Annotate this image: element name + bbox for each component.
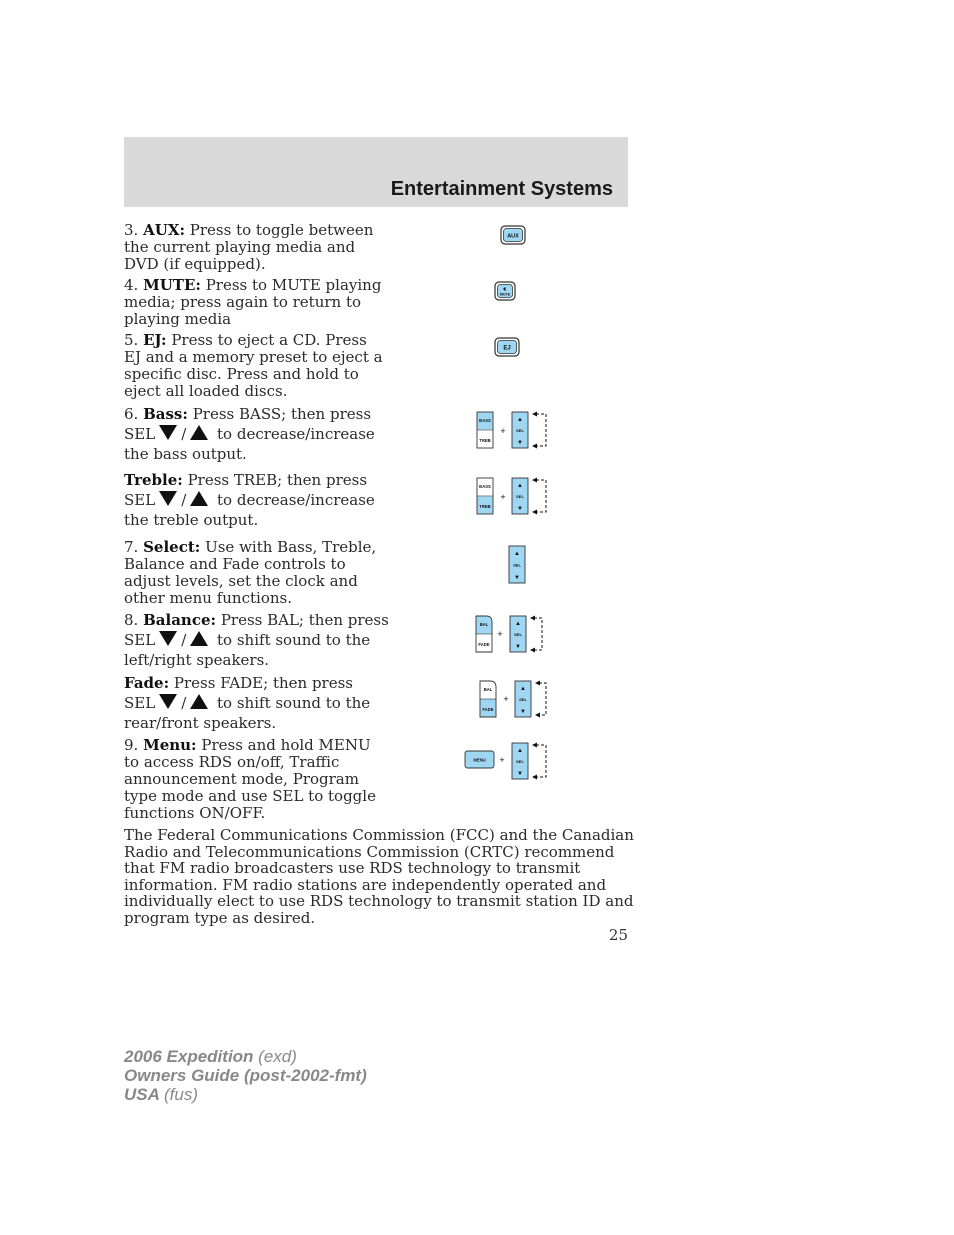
sel-label: SEL [516, 759, 524, 764]
sel-button-illustration [506, 543, 530, 587]
footer-market: USA [124, 1085, 160, 1104]
fade-sel-illustration [476, 677, 554, 723]
item-text: Press to eject a CD. Press EJ and a memory preset to eject a specific disc. Press and hold to eject all loaded discs. [124, 331, 383, 400]
item-bass [124, 404, 386, 464]
item-text: Press to MUTE playing media; press again to return to playing media [124, 276, 382, 328]
item-term: AUX: [143, 221, 185, 239]
item-number: 5. [124, 331, 139, 349]
item-text: to decrease/increase [217, 491, 375, 509]
item-mute [124, 277, 386, 328]
item-text: Press to toggle between the current playing media and DVD (if equipped). [124, 221, 374, 273]
sel-word: SEL [124, 631, 156, 649]
down-arrow-icon: ▼ [517, 440, 523, 446]
down-arrow-icon: ▼ [514, 575, 520, 581]
up-arrow-icon [190, 425, 208, 440]
item-term: Balance: [143, 611, 217, 629]
item-number: 8. [124, 611, 139, 629]
down-arrow-icon [159, 694, 177, 709]
aux-button-illustration [500, 225, 526, 245]
slash: / [181, 694, 187, 712]
item-text: Press BASS; then press [192, 405, 372, 423]
up-arrow-icon [190, 491, 208, 506]
treble-sel-illustration [474, 474, 554, 518]
item-aux [124, 222, 386, 273]
up-arrow-icon: ▲ [517, 417, 523, 423]
sel-label: SEL [516, 428, 524, 433]
down-arrow-icon: ▼ [520, 709, 526, 715]
sel-label: SEL [513, 562, 521, 568]
up-arrow-icon [190, 631, 208, 646]
mute-button-illustration [494, 281, 516, 301]
item-text: Press and hold MENU to access RDS on/off, Traffic announcement mode, Program type mode and use SEL to toggle functions ON/OFF. [124, 736, 376, 822]
item-select [124, 539, 386, 607]
sel-word: SEL [124, 491, 156, 509]
item-term: Select: [143, 538, 201, 556]
item-text: Press BAL; then press [220, 611, 389, 629]
item-term: MUTE: [143, 276, 201, 294]
down-arrow-icon: ▼ [517, 506, 523, 512]
footer-model: 2006 Expedition [124, 1047, 254, 1066]
item-text: to shift sound to the [217, 694, 371, 712]
sel-label: SEL [519, 697, 527, 702]
bass-label: BASS [479, 484, 491, 489]
item-term: Bass: [143, 405, 188, 423]
slash: / [181, 491, 187, 509]
treb-label: TREB [479, 438, 491, 443]
item-text: Press FADE; then press [173, 674, 353, 692]
up-arrow-icon: ▲ [517, 483, 523, 489]
item-text: Press TREB; then press [187, 471, 368, 489]
item-text: to decrease/increase [217, 425, 375, 443]
footer-guide: Owners Guide (post-2002-fmt) [124, 1066, 367, 1085]
treb-label: TREB [479, 504, 491, 509]
page-number: 25 [608, 926, 628, 944]
slash: / [181, 425, 187, 443]
balance-sel-illustration [472, 612, 552, 658]
sel-word: SEL [124, 425, 156, 443]
down-arrow-icon [159, 425, 177, 440]
item-ej [124, 332, 386, 400]
footer-model-code: (exd) [258, 1047, 297, 1066]
document-footer [124, 1047, 367, 1104]
item-term: Treble: [124, 471, 183, 489]
item-balance [124, 610, 389, 670]
item-term: EJ: [143, 331, 167, 349]
item-number: 6. [124, 405, 139, 423]
item-text: Use with Bass, Treble, Balance and Fade controls to adjust levels, set the clock and other menu functions. [124, 538, 377, 607]
ej-label: EJ [503, 345, 511, 352]
item-number: 9. [124, 736, 139, 754]
item-text: left/right speakers. [124, 651, 270, 669]
item-term: Menu: [143, 736, 197, 754]
sel-label: SEL [516, 494, 524, 499]
item-text: to shift sound to the [217, 631, 371, 649]
bass-label: BASS [479, 418, 491, 423]
down-arrow-icon: ▼ [517, 771, 523, 777]
section-title: Entertainment Systems [390, 178, 613, 200]
menu-label: MENU [473, 757, 486, 763]
item-number: 7. [124, 538, 139, 556]
bal-label: BAL [479, 622, 489, 627]
sel-label: SEL [514, 632, 522, 637]
plus-sign: + [497, 629, 503, 639]
bal-label: BAL [483, 687, 493, 692]
fade-label: FADE [478, 642, 490, 647]
item-number: 4. [124, 276, 139, 294]
item-menu [124, 737, 386, 822]
up-arrow-icon: ▲ [515, 621, 521, 627]
item-term: Fade: [124, 674, 170, 692]
item-text: the bass output. [124, 445, 247, 463]
fade-label: FADE [482, 707, 494, 712]
up-arrow-icon: ▲ [517, 748, 523, 754]
section-header [124, 137, 628, 207]
bass-sel-illustration [474, 408, 554, 452]
down-arrow-icon [159, 631, 177, 646]
sel-word: SEL [124, 694, 156, 712]
down-arrow-icon [159, 491, 177, 506]
plus-sign: + [500, 426, 506, 436]
item-treble [124, 470, 386, 530]
item-text: the treble output. [124, 511, 259, 529]
plus-sign: + [503, 694, 509, 704]
plus-sign: + [499, 755, 505, 765]
ej-button-illustration [494, 337, 520, 357]
down-arrow-icon: ▼ [515, 644, 521, 650]
item-fade [124, 673, 386, 733]
up-arrow-icon [190, 694, 208, 709]
up-arrow-icon: ▲ [520, 686, 526, 692]
up-arrow-icon: ▲ [514, 551, 520, 557]
rds-paragraph: The Federal Communications Commission (FCC) and the Canadian Radio and Telecommunications Commission (CRTC) recommend that FM radio broadcasters use RDS technology to transmit information. FM radio stations are independently operated and individually elect to use RDS technology to transmit station ID and program type as desired. [124, 826, 634, 927]
item-number: 3. [124, 221, 139, 239]
item-text: rear/front speakers. [124, 714, 277, 732]
plus-sign: + [500, 492, 506, 502]
footer-market-code: (fus) [164, 1085, 198, 1104]
slash: / [181, 631, 187, 649]
mute-label: MUTE [499, 292, 511, 297]
aux-label: AUX [507, 233, 519, 240]
menu-sel-illustration [462, 739, 554, 783]
